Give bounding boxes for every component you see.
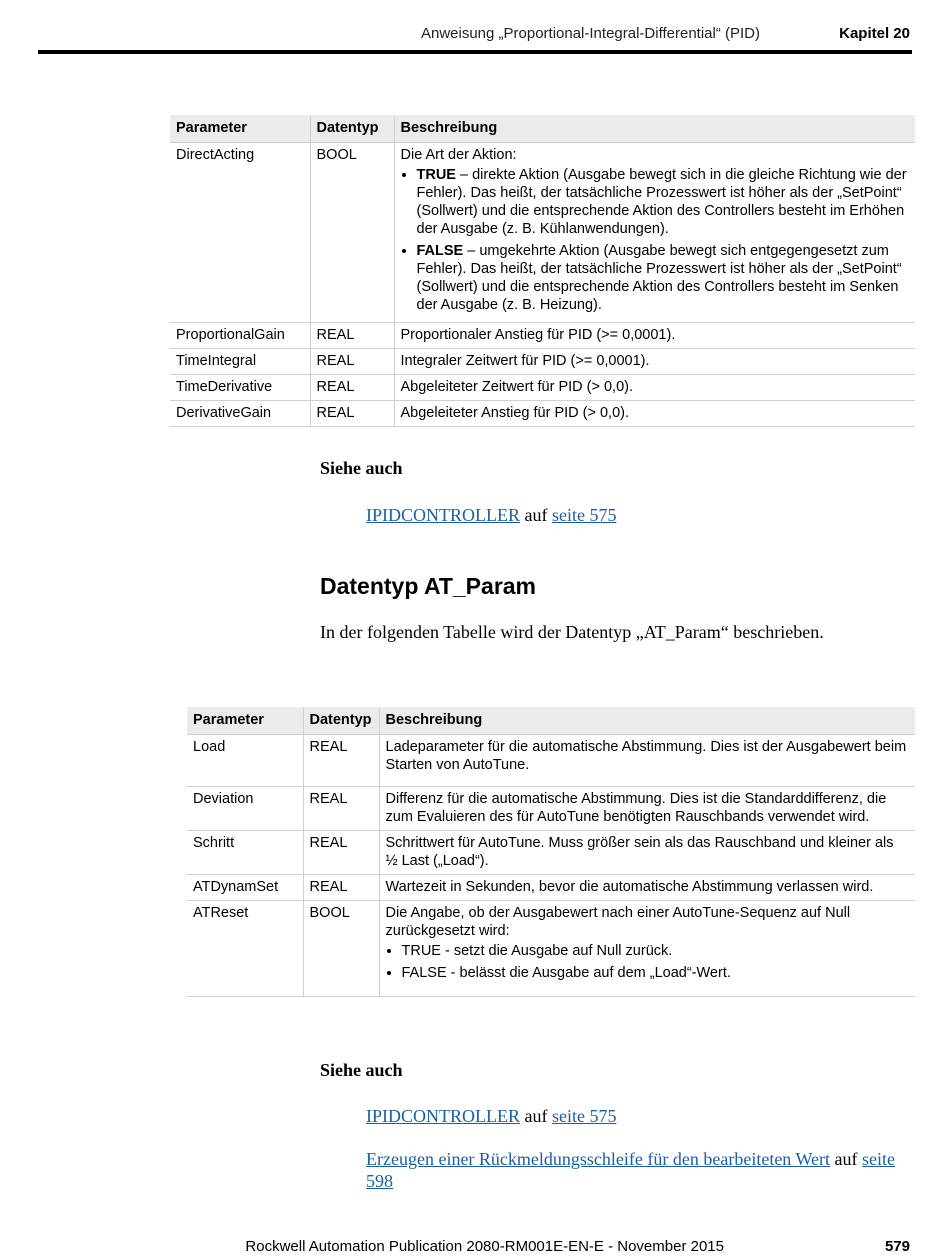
description-text: Die Art der Aktion: <box>400 147 517 163</box>
table-header-row <box>187 707 915 735</box>
see-also-entry <box>366 1148 906 1192</box>
description-text: Die Angabe, ob der Ausgabewert nach einer AutoTune-Sequenz auf Null zurückgesetzt wird: <box>385 905 851 939</box>
publication-footer: Rockwell Automation Publication 2080-RM001E-EN-E - November 2015 <box>245 1238 724 1255</box>
param-type: REAL <box>310 349 394 375</box>
ipidcontroller-link[interactable]: IPIDCONTROLLER <box>366 505 520 525</box>
param-name: Schritt <box>187 831 303 875</box>
column-header-parameter: Parameter <box>170 115 310 143</box>
bullet-key: TRUE <box>416 167 456 183</box>
table-row <box>170 323 915 349</box>
chapter-label: Kapitel 20 <box>839 25 910 42</box>
table-row <box>170 143 915 323</box>
param-name: TimeIntegral <box>170 349 310 375</box>
header-divider <box>38 50 912 54</box>
link-connector: auf <box>520 505 552 525</box>
table-header-row <box>170 115 915 143</box>
section-intro: In der folgenden Tabelle wird der Datentyp „AT_Param“ beschrieben. <box>320 622 824 642</box>
bullet-list <box>401 166 910 314</box>
param-name: Deviation <box>187 787 303 831</box>
param-description: Proportionaler Anstieg für PID (>= 0,0001). <box>394 323 915 349</box>
see-also-heading: Siehe auch <box>320 458 403 478</box>
page-598-link[interactable]: seite 598 <box>366 1149 896 1191</box>
list-item <box>417 242 910 314</box>
bullet-text: – umgekehrte Aktion (Ausgabe bewegt sich entgegengesetzt zum Fehler). Das heißt, der tatsächliche Prozesswert ist höher als der „SetPoint“ (Sollwert) und die entsprechende Aktion des Controllers besteht im Senken der Ausgabe (z. B. Heizung). <box>416 243 902 313</box>
column-header-parameter: Parameter <box>187 707 303 735</box>
bullet-list <box>386 942 910 982</box>
at-param-table <box>187 707 915 997</box>
column-header-datatype: Datentyp <box>303 707 379 735</box>
param-description: Differenz für die automatische Abstimmung. Dies ist die Standarddifferenz, die zum Evaluieren des für AutoTune benötigten Rauschbands verwendet wird. <box>379 787 915 831</box>
param-type: REAL <box>310 401 394 427</box>
column-header-description: Beschreibung <box>379 707 915 735</box>
param-description: Ladeparameter für die automatische Abstimmung. Dies ist der Ausgabewert beim Starten von AutoTune. <box>379 735 915 787</box>
param-type: REAL <box>310 323 394 349</box>
param-description: Abgeleiteter Anstieg für PID (> 0,0). <box>394 401 915 427</box>
param-type: REAL <box>310 375 394 401</box>
ipidcontroller-link[interactable]: IPIDCONTROLLER <box>366 1106 520 1126</box>
table-row <box>170 349 915 375</box>
param-description: Schrittwert für AutoTune. Muss größer sein als das Rauschband und kleiner als ½ Last („Load“). <box>379 831 915 875</box>
param-type: REAL <box>303 735 379 787</box>
param-type: BOOL <box>303 901 379 997</box>
page-575-link[interactable]: seite 575 <box>551 1106 617 1126</box>
list-item: • FALSE - belässt die Ausgabe auf dem „Load“-Wert. <box>402 964 910 982</box>
param-description: Abgeleiteter Zeitwert für PID (> 0,0). <box>394 375 915 401</box>
section-title: Datentyp AT_Param <box>320 573 537 599</box>
table-row <box>187 875 915 901</box>
param-type: REAL <box>303 831 379 875</box>
bullet-text: – direkte Aktion (Ausgabe bewegt sich in die gleiche Richtung wie der Fehler). Das heißt, der tatsächliche Prozesswert ist höher als der „SetPoint“ (Sollwert) und die entsprechende Aktion des Controllers besteht im Erhöhen der Ausgabe (z. B. Kühlanwendungen). <box>416 167 907 237</box>
link-connector: auf <box>830 1149 863 1169</box>
table-row <box>187 901 915 997</box>
param-type: REAL <box>303 787 379 831</box>
column-header-datatype: Datentyp <box>310 115 394 143</box>
table-row <box>170 401 915 427</box>
param-name: ATReset <box>187 901 303 997</box>
param-name: DerivativeGain <box>170 401 310 427</box>
param-name: ATDynamSet <box>187 875 303 901</box>
param-description: Integraler Zeitwert für PID (>= 0,0001). <box>394 349 915 375</box>
param-type: BOOL <box>310 143 394 323</box>
param-description: Wartezeit in Sekunden, bevor die automatische Abstimmung verlassen wird. <box>379 875 915 901</box>
column-header-description: Beschreibung <box>394 115 915 143</box>
list-item <box>417 166 910 238</box>
param-type: REAL <box>303 875 379 901</box>
feedback-loop-link[interactable]: Erzeugen einer Rückmeldungsschleife für den bearbeiteten Wert <box>366 1149 831 1169</box>
link-connector: auf <box>520 1106 552 1126</box>
see-also-entry <box>366 504 906 526</box>
param-name: TimeDerivative <box>170 375 310 401</box>
pid-parameter-table <box>170 115 915 427</box>
page-number: 579 <box>884 1238 910 1255</box>
list-item: • TRUE - setzt die Ausgabe auf Null zurück. <box>402 942 910 960</box>
see-also-entry <box>366 1105 906 1127</box>
see-also-heading: Siehe auch <box>320 1060 403 1080</box>
table-row <box>187 831 915 875</box>
page-575-link[interactable]: seite 575 <box>551 505 617 525</box>
param-description <box>394 143 915 323</box>
param-name: Load <box>187 735 303 787</box>
table-row <box>187 735 915 787</box>
running-header-title: Anweisung „Proportional-Integral-Differential“ (PID) <box>420 25 760 42</box>
param-name: DirectActing <box>170 143 310 323</box>
param-description <box>379 901 915 997</box>
param-name: ProportionalGain <box>170 323 310 349</box>
bullet-key: FALSE <box>416 243 464 259</box>
table-row <box>170 375 915 401</box>
table-row <box>187 787 915 831</box>
